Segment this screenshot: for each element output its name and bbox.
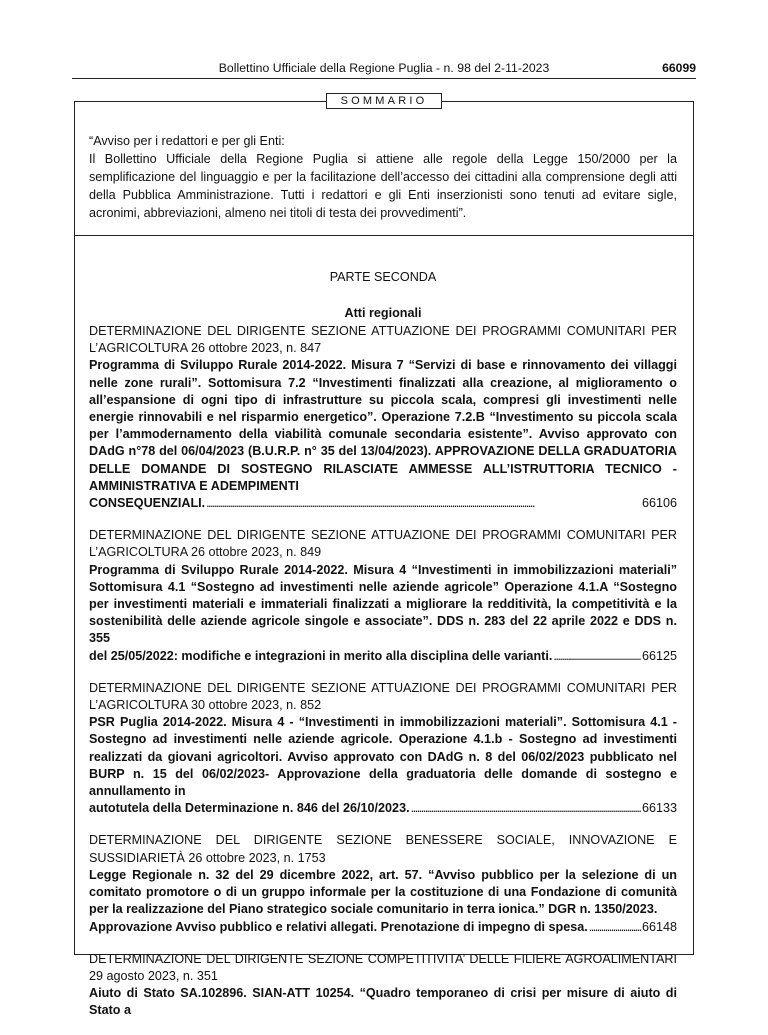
dot-leader xyxy=(411,800,641,817)
summary-entry xyxy=(89,680,677,818)
header-rule xyxy=(72,78,696,79)
notice-divider xyxy=(74,235,694,236)
entry-last-line xyxy=(89,495,677,512)
entry-page-link[interactable]: 66106 xyxy=(641,496,677,511)
editors-notice xyxy=(89,132,677,222)
entry-body: Aiuto di Stato SA.102896. SIAN-ATT 10254. “Quadro temporaneo di crisi per misure di aiuto di Stato a xyxy=(89,986,677,1018)
entry-heading: DETERMINAZIONE DEL DIRIGENTE SEZIONE ATTUAZIONE DEI PROGRAMMI COMUNITARI PER L’AGRICOLTURA 30 ottobre 2023, n. 852 xyxy=(89,680,677,713)
page-number: 66099 xyxy=(662,61,696,75)
entry-last-text: del 25/05/2022: modifiche e integrazioni in merito alla disciplina delle varianti. xyxy=(89,648,553,663)
entry-body: Programma di Sviluppo Rurale 2014-2022. Misura 7 “Servizi di base e rinnovamento dei villaggi nelle zone rurali”. Sottomisura 7.2 “Investimenti finalizzati alla creazione, al miglioramento o all’espansione di ogni tipo di infrastrutture su piccola scala, compresi gli investimenti nelle energie rinnovabili e nel risparmio energetico”. Operazione 7.2.B “Investimento su piccola scala per l’ammodernamento della viabilità comunale secondaria esistente”. Avviso approvato con DAdG n°78 del 06/04/2023 (B.U.R.P. n° 35 del 13/04/2023). APPROVAZIONE DELLA GRADUATORIA DELLE DOMANDE DI SOSTEGNO RILASCIATE AMMESSE ALL’ISTRUTTORIA TECNICO - AMMINISTRATIVA E ADEMPIMENTI xyxy=(89,358,677,493)
section-title: Atti regionali xyxy=(344,306,422,320)
notice-text: Il Bollettino Ufficiale della Regione Puglia si attiene alle regole della Legge 150/2000 per la semplificazione del linguaggio e per la facilitazione dell’accesso dei cittadini alla comprensione degli atti della Pubblica Amministrazione. Tutti i redattori e gli Enti inserzionisti sono tenuti ad evitare sigle, acronimi, abbreviazioni, almeno nei titoli di testa dei provvedimenti”. xyxy=(89,152,677,220)
running-header xyxy=(72,60,696,78)
entry-page-link[interactable]: 66125 xyxy=(641,648,677,663)
notice-title: “Avviso per i redattori e per gli Enti: xyxy=(89,134,285,148)
entry-last-line xyxy=(89,800,677,817)
summary-entry xyxy=(89,832,677,935)
dot-leader xyxy=(553,648,641,665)
entry-body: Legge Regionale n. 32 del 29 dicembre 2022, art. 57. “Avviso pubblico per la selezione di un comitato promotore o di un gruppo informale per la costituzione di una Fondazione di comunità per la realizzazione del Piano strategico sociale comunitario in terra ionica.” DGR n. 1350/2023. xyxy=(89,867,677,917)
entry-last-text: autotutela della Determinazione n. 846 del 26/10/2023. xyxy=(89,801,410,816)
entry-last-text: Approvazione Avviso pubblico e relativi allegati. Prenotazione di impegno di spesa. xyxy=(89,919,588,934)
entry-page-link[interactable]: 66148 xyxy=(641,919,677,934)
entry-body: Programma di Sviluppo Rurale 2014-2022. Misura 4 “Investimenti in immobilizzazioni materiali” Sottomisura 4.1 “Sostegno ad investimenti nelle aziende agricole” Operazione 4.1.A “Sostegno per investimenti materiali e immateriali finalizzati a migliorare la redditività, la competitività e la sostenibilità delle aziende agricole singole e associate”. DDS n. 283 del 22 aprile 2022 e DDS n. 355 xyxy=(89,562,677,646)
entry-page-link[interactable]: 66133 xyxy=(641,801,677,816)
bulletin-title: Bollettino Ufficiale della Regione Puglia - n. 98 del 2-11-2023 xyxy=(218,61,550,75)
entry-heading: DETERMINAZIONE DEL DIRIGENTE SEZIONE COMPETITIVITA’ DELLE FILIERE AGROALIMENTARI 29 agosto 2023, n. 351 xyxy=(89,951,677,983)
dot-leader xyxy=(589,919,641,936)
summary-entry xyxy=(89,951,677,1020)
entry-heading: DETERMINAZIONE DEL DIRIGENTE SEZIONE ATTUAZIONE DEI PROGRAMMI COMUNITARI PER L’AGRICOLTURA 26 ottobre 2023, n. 849 xyxy=(89,528,677,560)
entry-last-text: CONSEQUENZIALI. xyxy=(89,496,206,511)
dot-leader xyxy=(206,495,641,512)
entry-last-line xyxy=(89,919,677,936)
summary-entries xyxy=(89,323,677,1035)
entry-heading: DETERMINAZIONE DEL DIRIGENTE SEZIONE ATTUAZIONE DEI PROGRAMMI COMUNITARI PER L’AGRICOLTURA 26 ottobre 2023, n. 847 xyxy=(89,324,677,356)
entry-last-line xyxy=(89,648,677,665)
part-title: PARTE SECONDA xyxy=(329,270,437,284)
summary-entry xyxy=(89,527,677,665)
sommario-label: SOMMARIO xyxy=(326,93,442,109)
entry-body: PSR Puglia 2014-2022. Misura 4 - “Investimenti in immobilizzazioni materiali”. Sottomisura 4.1 - Sostegno ad investimenti nelle aziende agricole. Operazione 4.1.b - Sostegno ad investimenti realizzati da giovani agricoltori. Avviso approvato con DAdG n. 8 del 06/02/2023 pubblicato nel BURP n. 15 del 06/02/2023- Approvazione della graduatoria delle domande di sostegno e annullamento in xyxy=(89,715,677,799)
summary-entry xyxy=(89,323,677,512)
entry-heading: DETERMINAZIONE DEL DIRIGENTE SEZIONE BENESSERE SOCIALE, INNOVAZIONE E SUSSIDIARIETÀ 26 ottobre 2023, n. 1753 xyxy=(89,833,677,865)
